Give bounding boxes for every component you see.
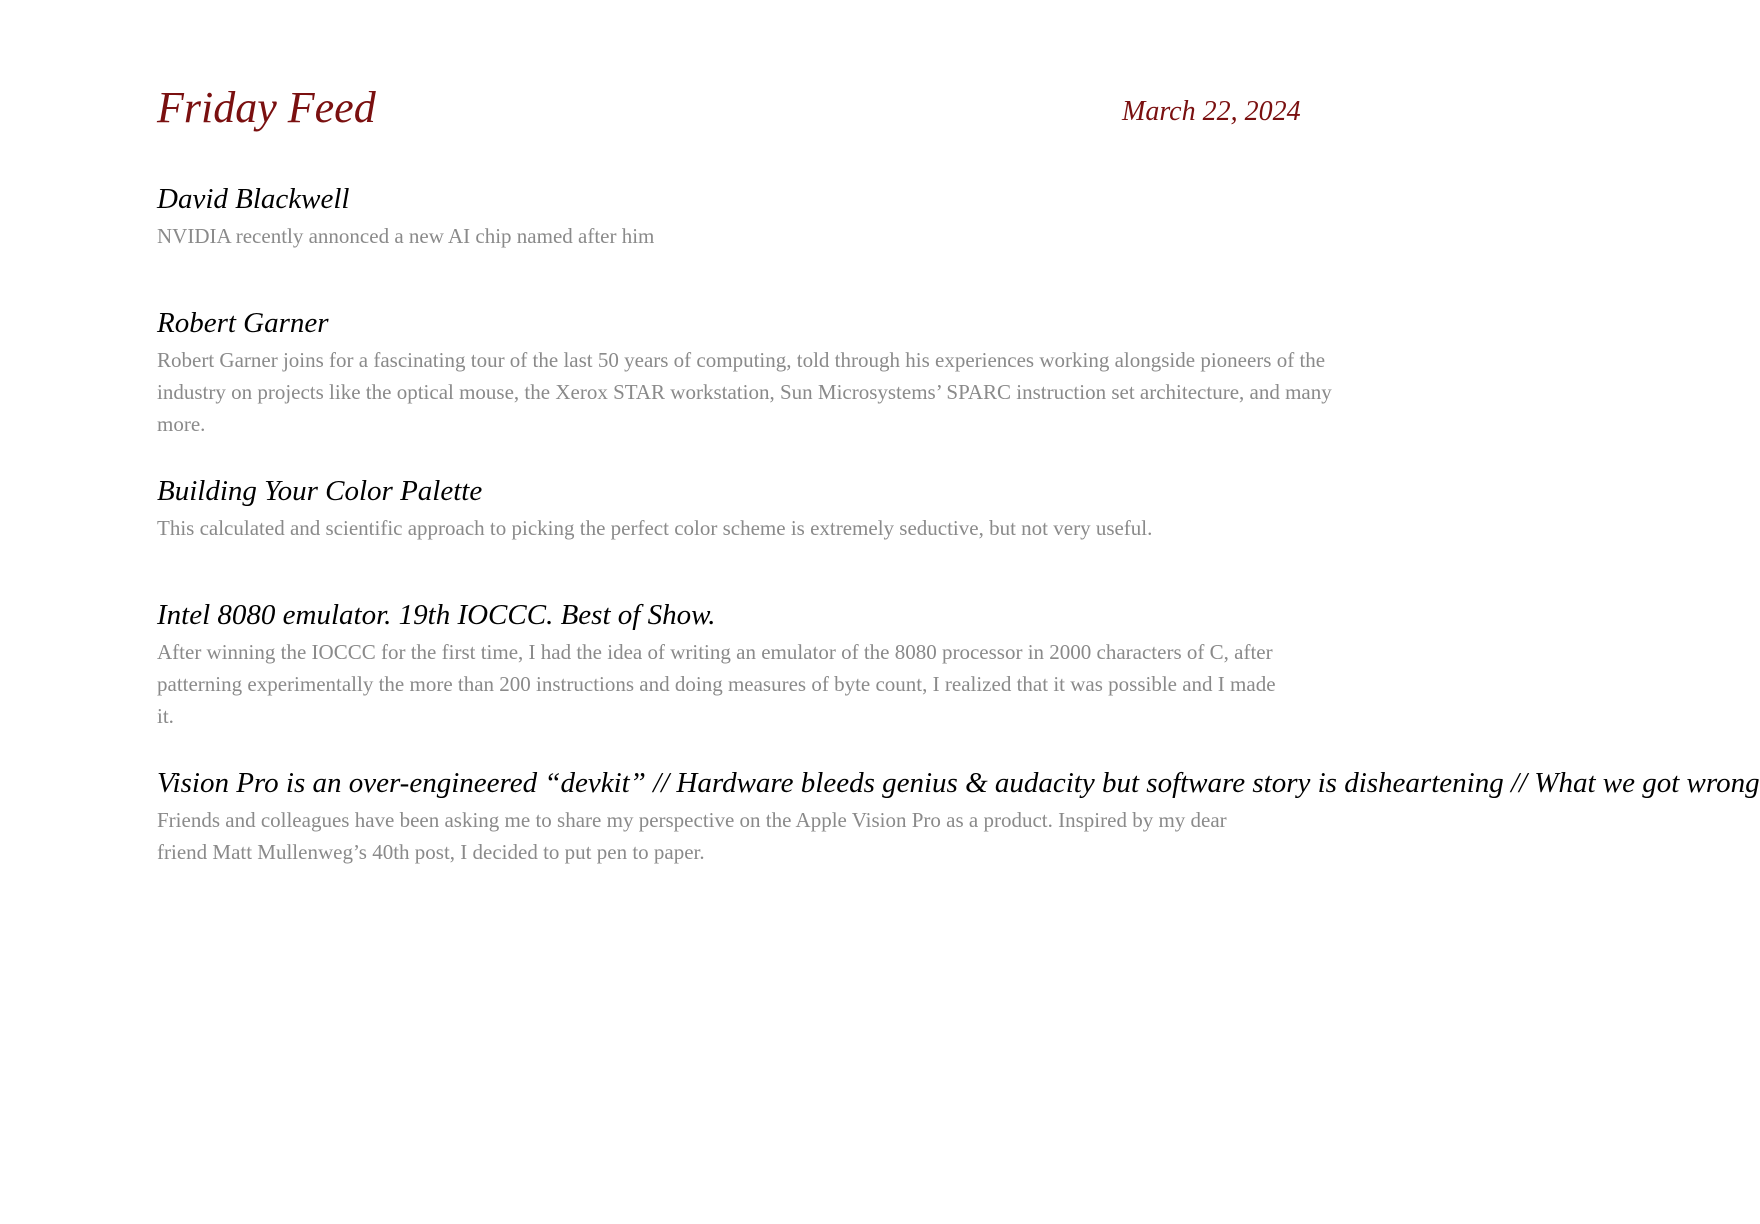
- entry-title-link[interactable]: Vision Pro is an over-engineered “devkit” // Hardware bleeds genius & audacity but software story is disheartening // What we got wrong: [157, 767, 1760, 799]
- entry-title-link[interactable]: Intel 8080 emulator. 19th IOCCC. Best of Show.: [157, 599, 716, 631]
- feed-page: [157, 78, 1760, 864]
- feed-entry: [157, 470, 1557, 594]
- entry-description: After winning the IOCCC for the first time, I had the idea of writing an emulator of the 8080 processor in 2000 characters of C, after patterning experimentally the more than 200 instructions and doing measures of byte count, I realized that it was possible and I made it.: [157, 640, 1276, 728]
- feed-entry: [157, 594, 1557, 762]
- entry-description: NVIDIA recently annonced a new AI chip named after him: [157, 224, 655, 248]
- feed-entries: [157, 178, 1760, 882]
- feed-header: [157, 78, 1557, 178]
- entry-description: Friends and colleagues have been asking me to share my perspective on the Apple Vision Pro as a product. Inspired by my dear friend Matt Mullenweg’s 40th post, I decided to put pen to paper.: [157, 808, 1227, 864]
- feed-date: March 22, 2024: [1122, 96, 1301, 127]
- feed-title: Friday Feed: [157, 83, 376, 132]
- feed-entry: [157, 762, 1760, 882]
- entry-description: Robert Garner joins for a fascinating tour of the last 50 years of computing, told through his experiences working alongside pioneers of the industry on projects like the optical mouse, the Xerox STAR workstation, Sun Microsystems’ SPARC instruction set architecture, and many more.: [157, 348, 1332, 436]
- feed-entry: [157, 302, 1557, 470]
- feed-entry: [157, 178, 1557, 302]
- entry-title-link[interactable]: David Blackwell: [157, 183, 350, 215]
- entry-description: This calculated and scientific approach to picking the perfect color scheme is extremely seductive, but not very useful.: [157, 516, 1153, 540]
- entry-title-link[interactable]: Building Your Color Palette: [157, 475, 483, 507]
- entry-title-link[interactable]: Robert Garner: [157, 307, 329, 339]
